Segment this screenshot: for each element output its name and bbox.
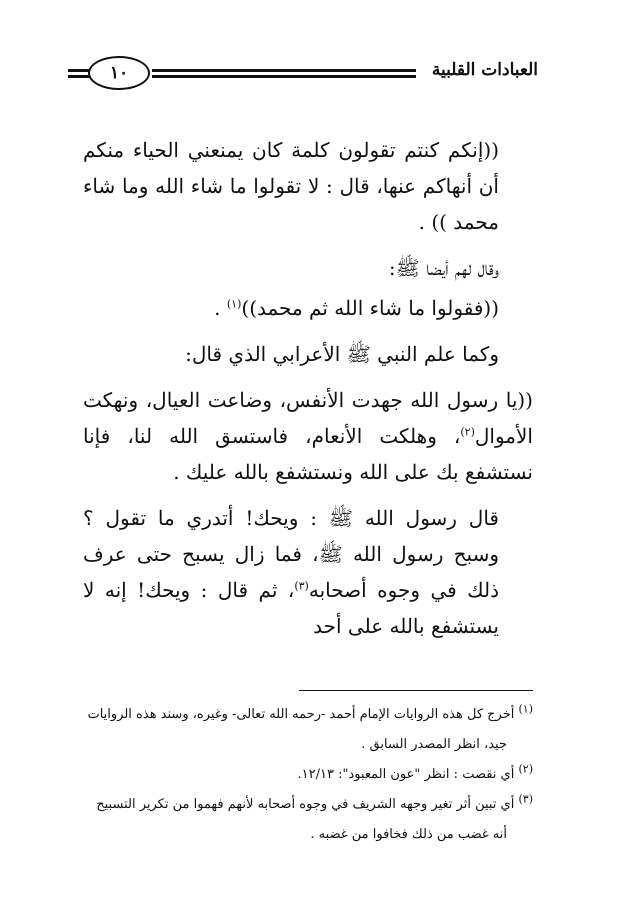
footnote-text: أي نقصت : انظر "عون المعبود": ١٢/١٣. <box>297 767 519 782</box>
running-header <box>68 56 538 96</box>
paragraph-text: ، ثم قال : ويحك! إنه لا يستشفع بالله على أحد <box>83 578 499 638</box>
footnote-continuation: جيد، انظر المصدر السابق . <box>361 737 507 752</box>
header-rule <box>152 69 416 78</box>
main-text <box>83 132 533 654</box>
page-number: ١٠ <box>88 56 150 90</box>
footnote-ref: (٢) <box>460 425 475 439</box>
chapter-title: العبادات القلبية <box>431 60 538 80</box>
paragraph-text: قال رسول الله ﷺ : ويحك! أتدري ما تقول ؟ وسبح رسول الله ﷺ، فما زال يسبح حتى عرف ذلك في وجوه أصحابه <box>83 506 499 602</box>
footnote-text: أي تبين أثر تغير وجهه الشريف في وجوه أصحابه لأنهم فهموا من تكرير التسبيح <box>96 797 519 812</box>
quote-text: ((فقولوا ما شاء الله ثم محمد)) <box>241 296 499 320</box>
footnote-text: أخرج كل هذه الروايات الإمام أحمد -رحمه الله تعالى- وغيره، وسند هذه الروايات <box>87 707 519 722</box>
quote-text: ((يا رسول الله جهدت الأنفس، وضاعت العيال، ونهكت الأموال <box>83 388 533 448</box>
footnote <box>83 790 533 820</box>
footnotes <box>83 700 533 850</box>
paragraph-quote <box>83 290 533 326</box>
paragraph-intro: وقال لهم أيضا ﷺ: <box>388 256 499 280</box>
footnote-marker: (٢) <box>518 762 533 776</box>
paragraph-bedouin-intro: وكما علم النبي ﷺ الأعرابي الذي قال: <box>185 342 499 366</box>
footnote-ref: (١) <box>226 297 242 311</box>
paragraph-response <box>83 500 533 644</box>
footnote-marker: (١) <box>518 702 533 716</box>
quote-text: ، وهلكت الأنعام، فاستسق الله لنا، فإنا نستشفع بك على الله ونستشفع بالله عليك . <box>83 424 533 484</box>
paragraph-bedouin-quote <box>83 382 533 490</box>
paragraph-hadith-quote: ((إنكم كنتم تقولون كلمة كان يمنعني الحياء منكم أن أنهاكم عنها، قال : لا تقولوا ما شاء الله وما شاء محمد )) . <box>83 138 499 234</box>
footnote <box>83 700 533 730</box>
footnote-continuation: أنه غضب من ذلك فخافوا من غضبه . <box>310 827 507 842</box>
header-rule-end <box>68 69 90 78</box>
footnote-separator <box>299 690 533 691</box>
footnote-ref: (٣) <box>294 579 309 593</box>
footnote-marker: (٣) <box>518 792 533 806</box>
footnote <box>83 760 533 790</box>
quote-end: . <box>214 296 227 320</box>
